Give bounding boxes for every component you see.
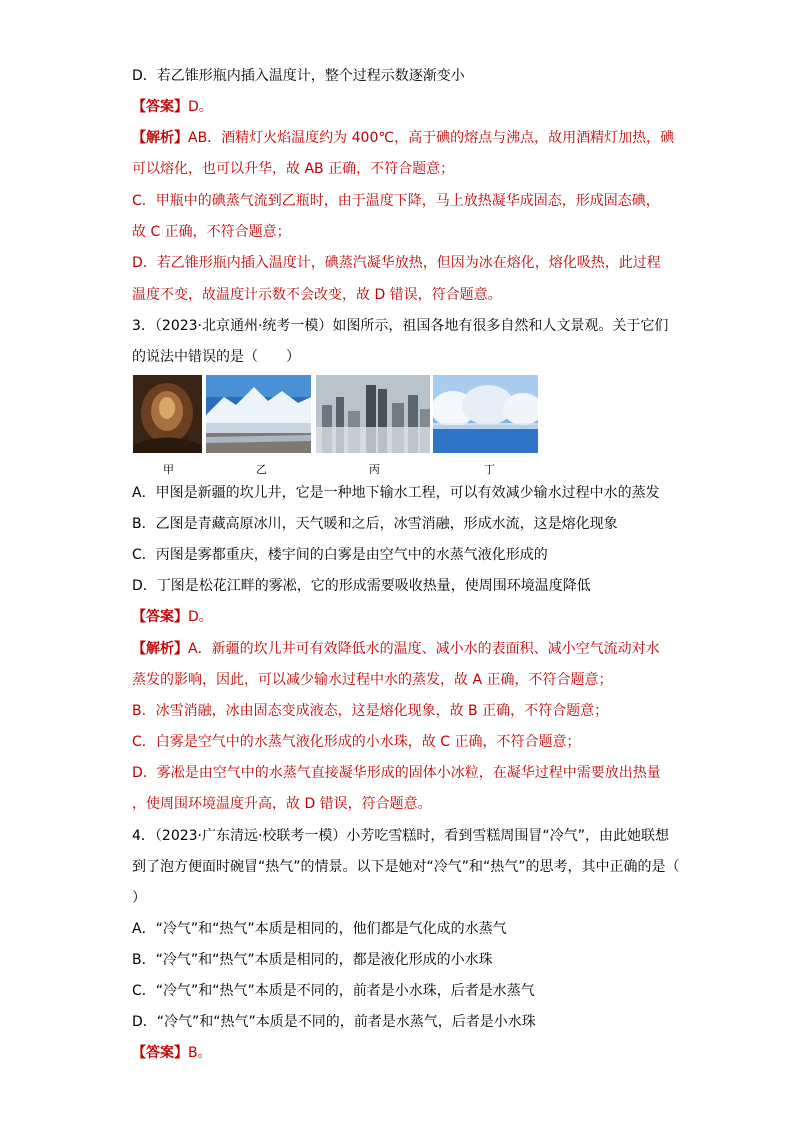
analysis-label: 【解析】 bbox=[132, 130, 188, 146]
caption-ding: 丁 bbox=[484, 463, 495, 476]
analysis-q3-line3: B．冰雪消融，冰由固态变成液态，这是熔化现象，故 B 正确，不符合题意； bbox=[132, 703, 609, 719]
analysis-q2-line2: 可以熔化，也可以升华，故 AB 正确，不符合题意； bbox=[132, 161, 455, 177]
caption-bing: 丙 bbox=[369, 463, 380, 476]
analysis-q2-line5: D．若乙锥形瓶内插入温度计，碘蒸汽凝华放热，但因为冰在熔化，熔化吸热，此过程 bbox=[132, 255, 661, 271]
question-4-option-a: A．“冷气”和“热气”本质是相同的，他们都是气化成的水蒸气 bbox=[132, 921, 507, 937]
question-4-line3: ） bbox=[132, 890, 146, 906]
analysis-q3-line1 bbox=[132, 640, 660, 658]
caption-yi: 乙 bbox=[256, 463, 267, 476]
question-3-line1: 3．（2023·北京通州·统考一模）如图所示，祖国各地有很多自然和人文景观。关于它们 bbox=[132, 318, 669, 334]
analysis-label: 【解析】 bbox=[132, 641, 188, 657]
photo-karez-cave bbox=[133, 375, 202, 453]
question-4-option-b: B．“冷气”和“热气”本质是相同的，都是液化形成的小水珠 bbox=[132, 952, 493, 968]
answer-q4 bbox=[132, 1044, 212, 1062]
analysis-q2-line6: 温度不变，故温度计示数不会改变，故 D 错误，符合题意。 bbox=[132, 287, 502, 303]
question-3-option-a: A．甲图是新疆的坎儿井，它是一种地下输水工程，可以有效减少输水过程中水的蒸发 bbox=[132, 485, 660, 501]
question-3-option-b: B．乙图是青藏高原冰川，天气暖和之后，冰雪消融，形成水流，这是熔化现象 bbox=[132, 516, 618, 532]
photo-foggy-city bbox=[316, 375, 430, 453]
answer-q2 bbox=[132, 98, 213, 116]
analysis-q3-line5: D．雾凇是由空气中的水蒸气直接凝华形成的固体小冰粒，在凝华过程中需要放出热量 bbox=[132, 765, 661, 781]
question-4-option-d: D．“冷气”和“热气”本质是不同的，前者是水蒸气，后者是小水珠 bbox=[132, 1014, 536, 1030]
analysis-q2-line1 bbox=[132, 129, 674, 147]
option-d-q2: D．若乙锥形瓶内插入温度计，整个过程示数逐渐变小 bbox=[132, 68, 465, 84]
answer-value: D。 bbox=[188, 99, 213, 115]
question-3-option-c: C．丙图是雾都重庆，楼宇间的白雾是由空气中的水蒸气液化形成的 bbox=[132, 547, 548, 563]
answer-q3 bbox=[132, 608, 213, 626]
photo-rime-river bbox=[433, 375, 538, 453]
answer-label: 【答案】 bbox=[132, 609, 188, 625]
answer-label: 【答案】 bbox=[132, 1045, 188, 1061]
caption-jia: 甲 bbox=[163, 463, 174, 476]
answer-value: D。 bbox=[188, 609, 213, 625]
answer-label: 【答案】 bbox=[132, 99, 188, 115]
question-4-line2: 到了泡方便面时碗冒“热气”的情景。以下是她对“冷气”和“热气”的思考，其中正确的是（ bbox=[132, 859, 680, 875]
analysis-q3-line2: 蒸发的影响，因此，可以减少输水过程中水的蒸发，故 A 正确，不符合题意； bbox=[132, 672, 613, 688]
analysis-q3-line4: C．白雾是空气中的水蒸气液化形成的小水珠，故 C 正确，不符合题意； bbox=[132, 734, 581, 750]
analysis-q2-line4: 故 C 正确，不符合题意； bbox=[132, 224, 291, 240]
question-4-option-c: C．“冷气”和“热气”本质是不同的，前者是小水珠，后者是水蒸气 bbox=[132, 983, 535, 999]
question-3-option-d: D．丁图是松花江畔的雾凇，它的形成需要吸收热量，使周围环境温度降低 bbox=[132, 578, 591, 594]
analysis-text: A．新疆的坎儿井可有效降低水的温度、减小水的表面积、减小空气流动对水 bbox=[188, 641, 660, 657]
photo-glacier bbox=[206, 375, 311, 453]
question-3-line2: 的说法中错误的是（ ） bbox=[132, 349, 300, 365]
analysis-q2-line3: C．甲瓶中的碘蒸气流到乙瓶时，由于温度下降，马上放热凝华成固态，形成固态碘， bbox=[132, 193, 660, 209]
question-4-line1: 4．（2023·广东清远·校联考一模）小芳吃雪糕时，看到雪糕周围冒“冷气”，由此她联想 bbox=[132, 828, 669, 844]
analysis-text: AB．酒精灯火焰温度约为 400℃，高于碘的熔点与沸点，故用酒精灯加热，碘 bbox=[188, 130, 675, 146]
answer-value: B。 bbox=[188, 1045, 212, 1061]
analysis-q3-line6: ，使周围环境温度升高，故 D 错误，符合题意。 bbox=[132, 796, 432, 812]
